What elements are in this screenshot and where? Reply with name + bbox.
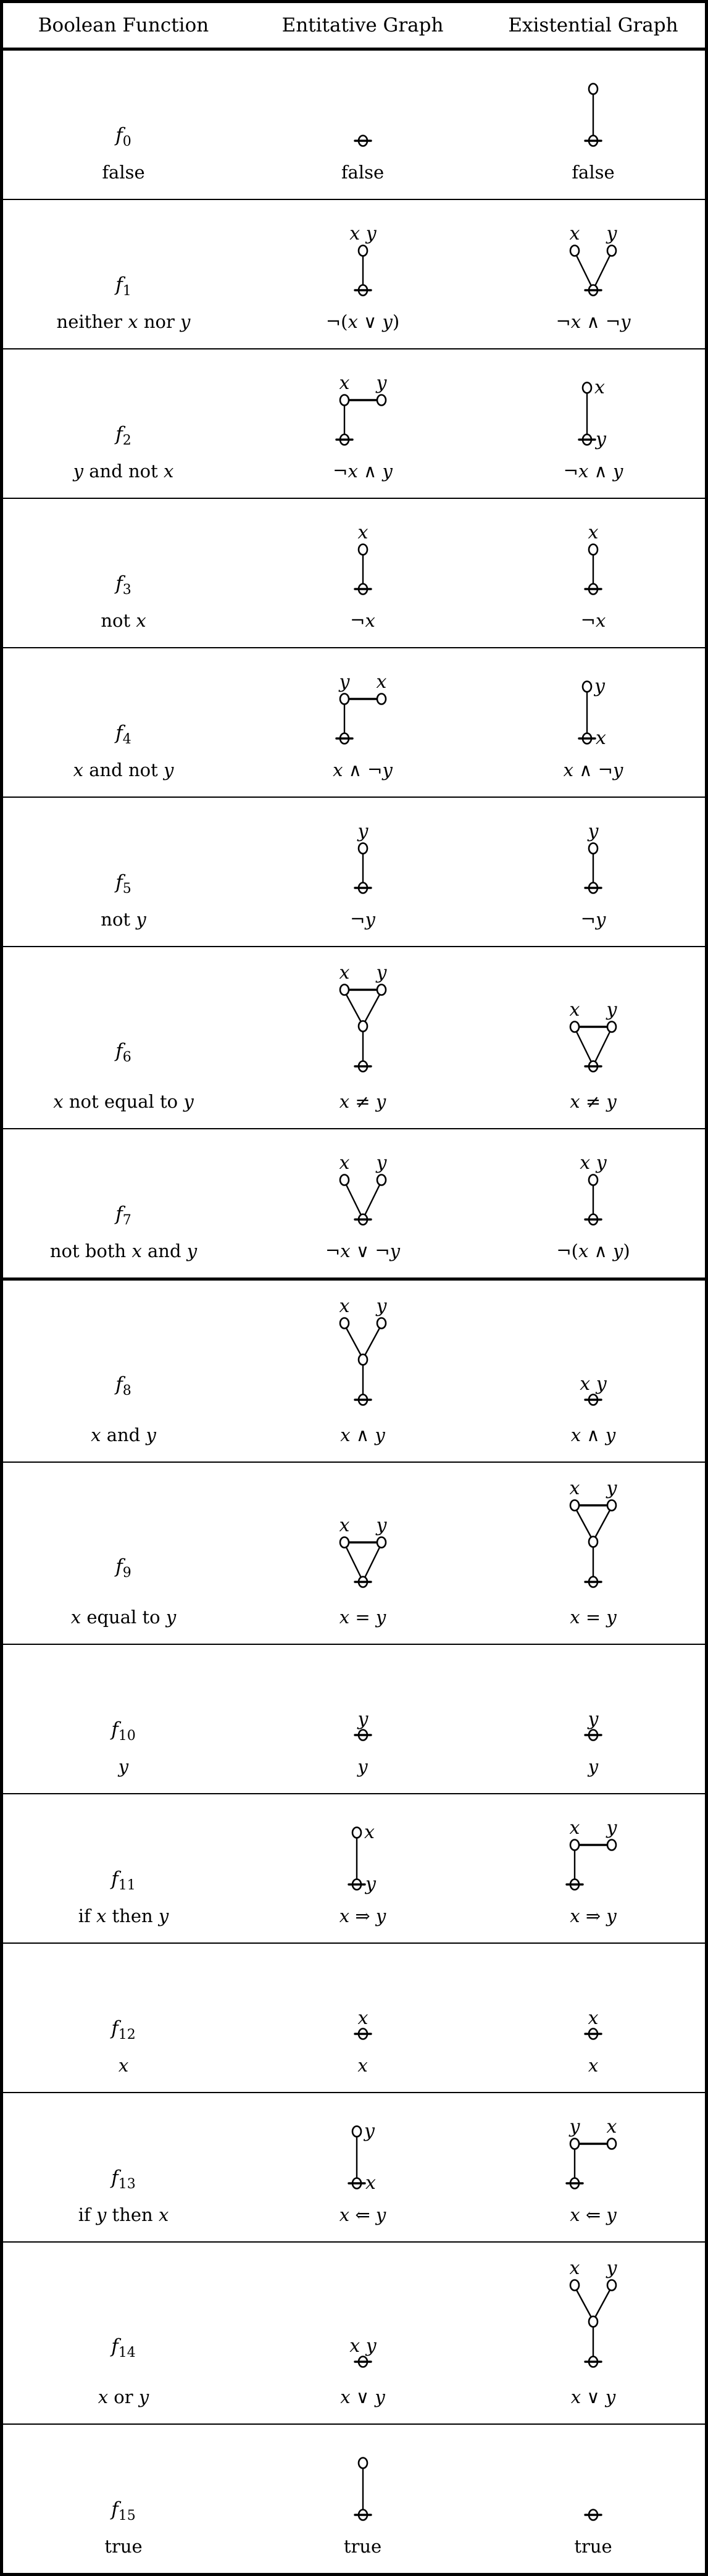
function-description: x and y [91,1424,156,1445]
svg-text:x: x [339,1515,349,1536]
boolean-function-cell [3,1129,244,1278]
entitative-graph-diagram [323,1513,403,1592]
svg-text:y: y [594,675,605,697]
boolean-function-cell [3,1944,244,2092]
entitative-graph-diagram [338,2005,388,2044]
existential-graph-cell [481,1463,705,1644]
table-row [3,2423,705,2573]
existential-graph-cell [481,1645,705,1793]
existential-graph-cell [481,648,705,797]
existential-graph-diagram [553,1476,633,1592]
table-row [3,1281,705,1462]
svg-text:y: y [588,821,599,842]
svg-text:x: x [569,223,580,245]
existential-graph-cell [481,2093,705,2241]
svg-text:x: x [569,1478,580,1499]
table-body [3,51,705,2573]
boolean-function-cell [3,1463,244,1644]
existential-graph-diagram [562,675,624,749]
entitative-graph-diagram [338,122,388,151]
table-row [3,199,705,348]
existential-graph-cell [481,1944,705,2092]
svg-text:x y: x y [580,1152,607,1174]
table-row [3,1644,705,1793]
existential-graph-diagram [553,1815,633,1894]
existential-graph-cell [481,947,705,1128]
existential-formula: x ∨ y [570,2386,616,2407]
function-label: $f_9$ [115,1555,131,1581]
function-label: $f_0$ [115,124,131,150]
svg-text:x: x [596,727,606,749]
entitative-graph-diagram [338,2454,388,2525]
function-description: neither x nor y [56,311,191,332]
svg-text:x: x [339,372,349,394]
svg-text:y: y [588,1708,599,1730]
existential-graph-cell [481,1129,705,1278]
svg-text:x: x [588,2007,599,2029]
svg-text:y: y [365,1873,376,1895]
existential-formula: ¬x ∧ y [563,461,623,482]
function-label: $f_{14}$ [111,2335,136,2361]
table-header [3,3,705,51]
svg-text:x: x [339,1295,349,1317]
entitative-graph-diagram [323,1294,403,1410]
svg-text:y: y [376,372,386,394]
entitative-graph-diagram [338,221,388,300]
existential-formula: true [574,2536,612,2557]
function-label: $f_4$ [115,722,131,748]
entitative-graph-cell [244,1129,481,1278]
svg-text:x: x [588,522,599,543]
existential-graph-cell [481,2425,705,2573]
svg-text:x: x [569,999,580,1021]
function-label: $f_{11}$ [111,1868,136,1894]
entitative-graph-cell [244,2425,481,2573]
svg-text:x: x [376,671,386,693]
boolean-function-cell [3,798,244,946]
table-row [3,1128,705,1281]
boolean-function-cell [3,200,244,348]
svg-text:x: x [357,2007,368,2029]
existential-formula: x ∧ ¬y [563,759,623,780]
table-row [3,2241,705,2423]
existential-graph-diagram [568,2496,618,2525]
svg-text:x: x [364,1821,375,1843]
entitative-formula: x ≠ y [339,1091,386,1112]
function-description: x equal to y [70,1607,177,1628]
existential-formula: ¬x [580,610,606,631]
entitative-graph-diagram [338,1707,388,1745]
existential-formula: ¬x ∧ ¬y [556,311,631,332]
entitative-formula: true [343,2536,382,2557]
svg-text:x y: x y [349,223,377,245]
svg-text:x: x [365,2172,376,2194]
boolean-function-cell [3,1645,244,1793]
existential-graph-cell [481,499,705,647]
entitative-graph-cell [244,1794,481,1942]
existential-graph-cell [481,200,705,348]
column-header-entitative-graph: Entitative Graph [281,14,444,36]
existential-formula: x ⇒ y [570,1905,617,1926]
boolean-function-cell [3,499,244,647]
entitative-graph-diagram [338,819,388,898]
table-row [3,797,705,946]
existential-graph-diagram [553,221,633,300]
existential-formula: x ⇐ y [570,2204,617,2225]
table-row [3,348,705,498]
svg-text:x: x [569,2257,580,2279]
function-label: $f_{12}$ [111,2017,136,2043]
boolean-function-cell [3,2243,244,2423]
svg-text:y: y [339,671,349,693]
entitative-graph-cell [244,648,481,797]
svg-text:x y: x y [349,2335,377,2357]
entitative-graph-cell [244,499,481,647]
existential-graph-diagram [553,997,633,1076]
existential-graph-diagram [568,80,618,151]
table-row [3,2092,705,2241]
svg-text:y: y [357,821,368,842]
entitative-formula: ¬x ∨ ¬y [325,1240,401,1261]
existential-graph-diagram [553,2114,633,2193]
column-header-boolean-function: Boolean Function [38,14,209,36]
existential-formula: x ∧ y [570,1424,616,1445]
function-label: $f_2$ [115,423,131,449]
entitative-graph-cell [244,2243,481,2423]
function-description: x and not y [73,759,174,780]
boolean-function-cell [3,349,244,498]
svg-text:y: y [376,962,386,984]
function-label: $f_{13}$ [111,2167,136,2193]
entitative-graph-cell [244,51,481,199]
svg-text:y: y [376,1152,386,1174]
entitative-formula: x ∧ ¬y [333,759,393,780]
function-label: $f_5$ [115,871,131,897]
entitative-formula: x ∨ y [340,2386,385,2407]
entitative-graph-diagram [323,960,403,1076]
entitative-graph-cell [244,1281,481,1462]
existential-graph-cell [481,1794,705,1942]
existential-formula: x ≠ y [570,1091,617,1112]
entitative-graph-diagram [332,1821,394,1895]
entitative-formula: ¬x [350,610,375,631]
svg-text:y: y [569,2116,580,2138]
existential-formula: false [572,162,615,183]
boolean-function-cell [3,1281,244,1462]
table-row [3,498,705,647]
boolean-function-cell [3,1794,244,1942]
entitative-graph-diagram [338,520,388,599]
entitative-graph-cell [244,349,481,498]
entitative-graph-diagram [332,2120,394,2194]
function-description: not x [101,610,146,631]
function-label: $f_1$ [115,274,131,299]
column-header-existential-graph: Existential Graph [508,14,678,36]
function-description: not y [101,909,146,930]
function-description: if x then y [78,1905,169,1926]
table-row [3,946,705,1128]
entitative-formula: x [357,2055,368,2076]
existential-graph-diagram [568,1707,618,1745]
existential-formula: x [588,2055,599,2076]
function-description: y [118,1756,129,1777]
existential-graph-cell [481,51,705,199]
svg-text:y: y [606,1478,617,1499]
entitative-graph-diagram [323,370,403,450]
function-description: y and not x [73,461,174,482]
table-row [3,1942,705,2092]
entitative-formula: x ⇐ y [339,2204,386,2225]
table-row [3,51,705,199]
entitative-formula: y [357,1756,368,1777]
existential-formula: ¬y [580,909,606,930]
svg-text:y: y [606,2257,617,2279]
existential-graph-diagram [553,2256,633,2372]
svg-text:y: y [606,1817,617,1839]
boolean-function-cell [3,648,244,797]
entitative-formula: x = y [339,1607,386,1628]
entitative-graph-cell [244,1645,481,1793]
existential-graph-cell [481,798,705,946]
entitative-formula: false [341,162,385,183]
svg-text:x: x [357,522,368,543]
existential-graph-diagram [568,520,618,599]
entitative-graph-cell [244,1944,481,2092]
function-description: not both x and y [49,1240,198,1261]
function-label: $f_3$ [115,572,131,598]
svg-text:x: x [606,2116,617,2138]
function-description: if y then x [78,2204,169,2225]
boolean-function-cell [3,947,244,1128]
entitative-formula: x ⇒ y [339,1905,386,1926]
table-row [3,1462,705,1644]
entitative-graph-diagram [338,2333,388,2372]
existential-formula: ¬(x ∧ y) [556,1240,630,1261]
function-label: $f_6$ [115,1039,131,1066]
entitative-formula: x ∧ y [340,1424,385,1445]
function-label: $f_7$ [115,1203,131,1229]
svg-text:x: x [339,962,349,984]
boolean-function-cell [3,2093,244,2241]
function-description: true [104,2536,143,2557]
entitative-graph-cell [244,2093,481,2241]
boolean-function-cell [3,51,244,199]
existential-graph-cell [481,1281,705,1462]
existential-formula: y [588,1756,599,1777]
svg-text:y: y [596,429,606,450]
function-label: $f_{15}$ [111,2498,136,2524]
existential-formula: x = y [570,1607,617,1628]
svg-text:y: y [357,1708,368,1730]
svg-text:y: y [376,1515,386,1536]
entitative-graph-diagram [323,669,403,748]
entitative-graph-cell [244,200,481,348]
svg-text:x y: x y [580,1373,607,1395]
function-description: x or y [98,2386,149,2407]
entitative-graph-cell [244,1463,481,1644]
entitative-graph-cell [244,798,481,946]
entitative-graph-diagram [323,1150,403,1229]
function-description: x [118,2055,129,2076]
function-label: $f_8$ [115,1373,131,1399]
svg-text:y: y [364,2120,375,2142]
existential-graph-diagram [568,1150,618,1229]
existential-graph-cell [481,2243,705,2423]
entitative-formula: ¬y [350,909,375,930]
boolean-function-cell [3,2425,244,2573]
entitative-graph-cell [244,947,481,1128]
svg-text:y: y [606,999,617,1021]
existential-graph-diagram [562,379,624,450]
svg-text:x: x [594,377,605,398]
existential-graph-diagram [568,819,618,898]
table-row [3,1793,705,1942]
function-description: x not equal to y [53,1091,194,1112]
entitative-formula: ¬x ∧ y [333,461,393,482]
function-label: $f_{10}$ [111,1718,136,1744]
svg-text:y: y [606,223,617,245]
svg-text:x: x [339,1152,349,1174]
table-row [3,647,705,797]
entitative-formula: ¬(x ∨ y) [325,311,400,332]
svg-text:x: x [569,1817,580,1839]
existential-graph-diagram [568,1371,618,1410]
existential-graph-diagram [568,2005,618,2044]
existential-graph-cell [481,349,705,498]
function-description: false [102,162,145,183]
svg-text:y: y [376,1295,386,1317]
